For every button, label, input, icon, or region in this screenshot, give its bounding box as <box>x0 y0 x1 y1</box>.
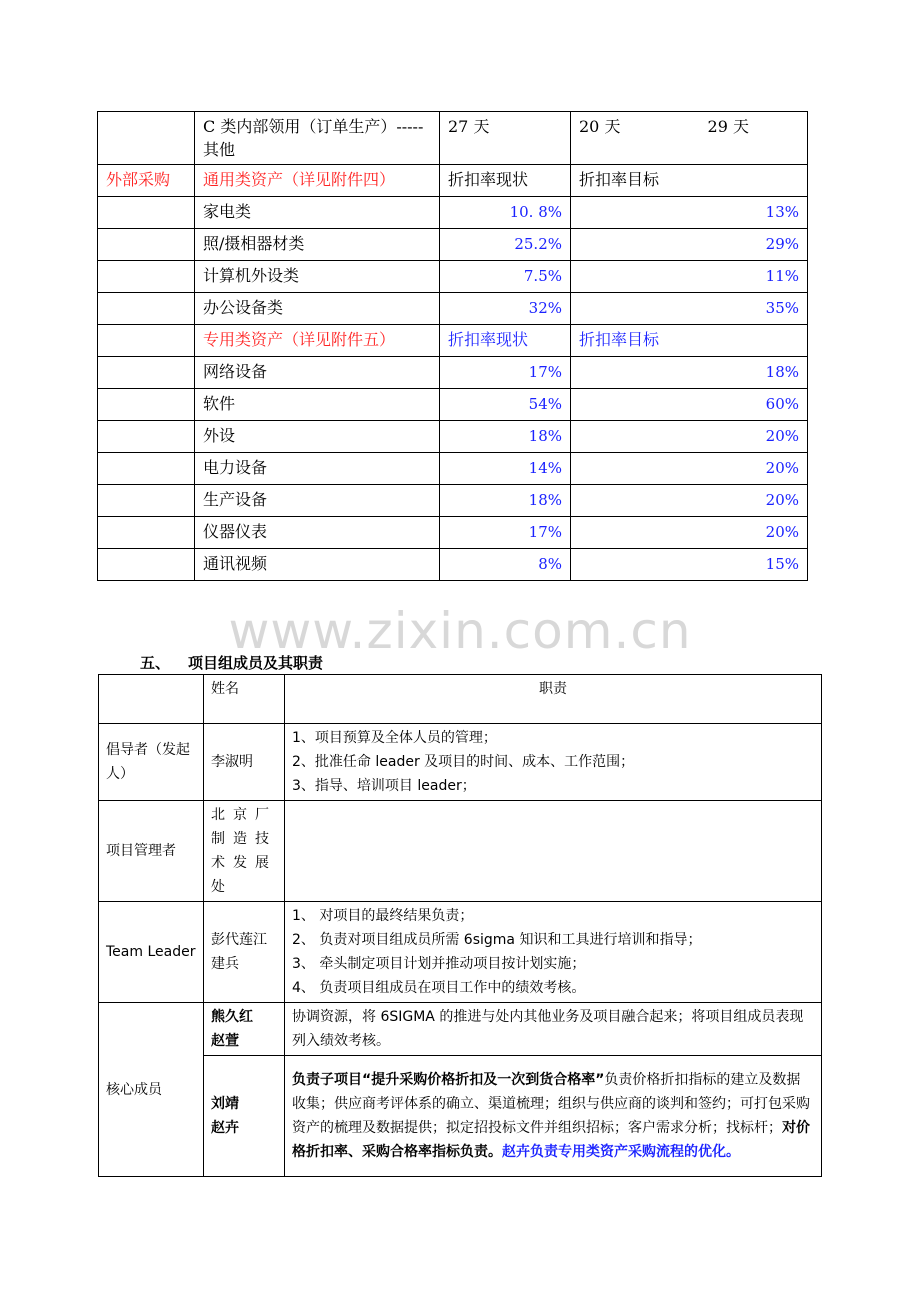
item-current: 7.5% <box>440 261 571 293</box>
item-name: 生产设备 <box>195 485 440 517</box>
table-cell <box>98 197 195 229</box>
table-row <box>98 453 808 485</box>
duty-bold-text: 对价格折扣率、采购合格率指标负责。 <box>292 1120 810 1160</box>
item-name: 通讯视频 <box>195 549 440 581</box>
table-cell <box>98 421 195 453</box>
duty-cell <box>285 724 822 801</box>
duty-cell <box>285 1056 822 1177</box>
item-target: 60% <box>571 389 808 421</box>
table-row <box>98 197 808 229</box>
item-name: 办公设备类 <box>195 293 440 325</box>
table-cell <box>98 517 195 549</box>
watermark: www.zixin.com.cn <box>228 602 692 660</box>
item-target: 11% <box>571 261 808 293</box>
table-row <box>98 517 808 549</box>
item-current: 18% <box>440 485 571 517</box>
table-row <box>98 165 808 197</box>
duty-line: 3、指导、培训项目 leader； <box>292 778 476 794</box>
member-name: 李淑明 <box>204 724 285 801</box>
external-purchase-label: 外部采购 <box>98 165 195 197</box>
table-row <box>98 325 808 357</box>
item-name: 照/摄相器材类 <box>195 229 440 261</box>
item-target: 20% <box>571 453 808 485</box>
item-target: 13% <box>571 197 808 229</box>
item-target: 18% <box>571 357 808 389</box>
duty-line: 1、项目预算及全体人员的管理； <box>292 730 497 746</box>
member-name <box>204 1003 285 1056</box>
internal-current-cell: 27 天 <box>440 112 571 165</box>
section-heading <box>140 652 323 673</box>
member-name-line: 赵萱 <box>211 1033 239 1049</box>
item-name: 软件 <box>195 389 440 421</box>
duty-blue-text: 赵卉负责专用类资产采购流程的优化。 <box>502 1144 740 1160</box>
item-current: 54% <box>440 389 571 421</box>
table-row <box>98 261 808 293</box>
item-current: 32% <box>440 293 571 325</box>
table-row <box>98 389 808 421</box>
duty-text: 负责价格折扣指标的建立及数据收集；供应商考评体系的确立、渠道梳理；组织与供应商的谈判和签约；可打包采购资产的梳理及数据提供；拟定招投标文件并组织招标；客户需求分析；找标杆； <box>292 1072 810 1136</box>
table-cell <box>98 453 195 485</box>
table-cell <box>98 229 195 261</box>
duty-line: 2、批准任命 leader 及项目的时间、成本、工作范围； <box>292 754 635 770</box>
duty-line: 4、 负责项目组成员在项目工作中的绩效考核。 <box>292 980 586 996</box>
internal-category-cell: C 类内部领用（订单生产）----- 其他 <box>195 112 440 165</box>
table-row <box>98 229 808 261</box>
table-cell <box>98 485 195 517</box>
member-name-line: 刘靖 <box>211 1096 239 1112</box>
special-target-header: 折扣率目标 <box>571 325 808 357</box>
role-cell: 核心成员 <box>99 1003 204 1177</box>
role-cell: 项目管理者 <box>99 801 204 902</box>
duty-line: 3、 牵头制定项目计划并推动项目按计划实施； <box>292 956 586 972</box>
duty-cell <box>285 801 822 902</box>
item-name: 计算机外设类 <box>195 261 440 293</box>
item-name: 家电类 <box>195 197 440 229</box>
internal-target-b: 29 天 <box>707 117 749 136</box>
item-name: 电力设备 <box>195 453 440 485</box>
item-current: 14% <box>440 453 571 485</box>
item-name: 仪器仪表 <box>195 517 440 549</box>
section-number: 五、 <box>140 654 171 672</box>
table-row <box>99 724 822 801</box>
table-row <box>99 675 822 724</box>
special-current-header: 折扣率现状 <box>440 325 571 357</box>
table-row <box>99 1003 822 1056</box>
table-cell <box>98 293 195 325</box>
item-current: 8% <box>440 549 571 581</box>
table-cell <box>98 261 195 293</box>
table-row <box>99 902 822 1003</box>
role-cell: 倡导者（发起人） <box>99 724 204 801</box>
table-row <box>98 293 808 325</box>
duty-line: 1、 对项目的最终结果负责； <box>292 908 474 924</box>
table-row <box>98 485 808 517</box>
table-row <box>98 421 808 453</box>
internal-target-a: 20 天 <box>579 117 621 136</box>
item-target: 20% <box>571 517 808 549</box>
members-table <box>98 674 822 1177</box>
member-name-line: 熊久红 <box>211 1009 253 1025</box>
item-current: 25.2% <box>440 229 571 261</box>
table-cell <box>99 675 204 724</box>
name-header: 姓名 <box>204 675 285 724</box>
duty-header: 职责 <box>285 675 822 724</box>
member-name: 彭代莲江建兵 <box>204 902 285 1003</box>
member-name <box>204 1056 285 1177</box>
table-row <box>98 549 808 581</box>
general-assets-header: 通用类资产（详见附件四） <box>195 165 440 197</box>
section-title: 项目组成员及其职责 <box>188 654 324 672</box>
item-current: 10. 8% <box>440 197 571 229</box>
duty-cell <box>285 902 822 1003</box>
item-target: 29% <box>571 229 808 261</box>
duty-bold-text: 负责子项目“提升采购价格折扣及一次到货合格率” <box>292 1072 605 1088</box>
table-row <box>98 112 808 165</box>
item-name: 网络设备 <box>195 357 440 389</box>
item-current: 17% <box>440 517 571 549</box>
table-cell <box>98 389 195 421</box>
general-current-header: 折扣率现状 <box>440 165 571 197</box>
item-target: 20% <box>571 485 808 517</box>
duty-cell: 协调资源，将 6SIGMA 的推进与处内其他业务及项目融合起来；将项目组成员表现列入绩效考核。 <box>285 1003 822 1056</box>
special-assets-header: 专用类资产（详见附件五） <box>195 325 440 357</box>
item-current: 17% <box>440 357 571 389</box>
duty-line: 2、 负责对项目组成员所需 6sigma 知识和工具进行培训和指导； <box>292 932 702 948</box>
item-target: 15% <box>571 549 808 581</box>
role-cell: Team Leader <box>99 902 204 1003</box>
internal-target-cell <box>571 112 808 165</box>
item-target: 20% <box>571 421 808 453</box>
table-row <box>99 1056 822 1177</box>
member-name-line: 赵卉 <box>211 1120 239 1136</box>
table-cell <box>98 112 195 165</box>
general-target-header: 折扣率目标 <box>571 165 808 197</box>
table-cell <box>98 549 195 581</box>
table-cell <box>98 357 195 389</box>
item-target: 35% <box>571 293 808 325</box>
table-row <box>98 357 808 389</box>
item-name: 外设 <box>195 421 440 453</box>
item-current: 18% <box>440 421 571 453</box>
member-name: 北京厂制造技术发展处 <box>204 801 285 902</box>
table-row <box>99 801 822 902</box>
table-cell <box>98 325 195 357</box>
purchase-cycle-table <box>97 111 808 581</box>
